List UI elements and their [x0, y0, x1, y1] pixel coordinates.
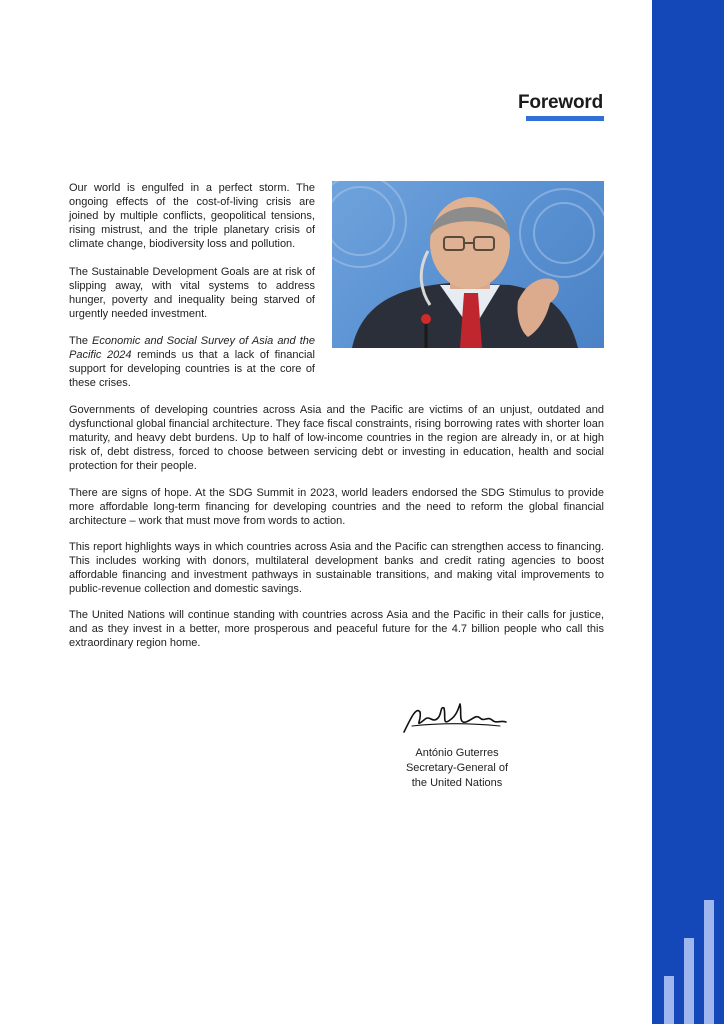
paragraph-sdg-risk: The Sustainable Development Goals are at risk of slipping away, with vital systems to address hunger, poverty and inequality being starved of urgently needed investment.: [69, 266, 315, 320]
signatory-block: [380, 746, 534, 791]
signatory-title-line1: Secretary-General of: [405, 762, 509, 774]
paragraph-report-highlights: This report highlights ways in which countries across Asia and the Pacific can strengthen access to financing. This includes working with donors, multilateral development banks and credit rating agencies to boost affordable financing and investment pathways in sustainable transitions, and making vital improvements to public-revenue collection and domestic savings.: [69, 541, 604, 595]
paragraph-intro: Our world is engulfed in a perfect storm. The ongoing effects of the cost-of-living crisis are joined by multiple conflicts, geopolitical tensions, rising mistrust, and the triple planetary crisis of climate change, biodiversity loss and pollution.: [69, 182, 315, 250]
signature: [400, 698, 510, 738]
decorative-bar-tall: [704, 900, 714, 1024]
signatory-title-line2: the United Nations: [411, 777, 503, 789]
paragraph-un-commitment: The United Nations will continue standing with countries across Asia and the Pacific in their calls for justice, and as they invest in a better, more prosperous and peaceful future for the 4.7 billion people who call this extraordinary region home.: [69, 609, 604, 649]
paragraph-hope: There are signs of hope. At the SDG Summit in 2023, world leaders endorsed the SDG Stimulus to provide more affordable long-term financing for developing countries and the need to reform the global financial architecture – work that must move from words to action.: [69, 487, 604, 527]
page-title: Foreword: [518, 92, 603, 113]
paragraph-survey: [69, 334, 315, 390]
signatory-name: António Guterres: [415, 747, 499, 759]
survey-lead-text: The: [69, 335, 93, 347]
portrait-illustration: [332, 181, 604, 348]
survey-body-text: reminds us that a lack of financial support for developing countries is at the core of these crises.: [69, 349, 315, 389]
title-underline: [526, 116, 604, 121]
survey-title: Economic and Social Survey of Asia and the Pacific 2024: [69, 335, 316, 361]
portrait-photo: [332, 181, 604, 348]
paragraph-governments: Governments of developing countries across Asia and the Pacific are victims of an unjust, outdated and dysfunctional global financial architecture. They face fiscal constraints, rising borrowing rates with shorter loan maturity, and heavy debt burdens. Up to half of low-income countries in the region are already in, or at high risk of, debt distress, forced to choose between servicing debt or investing in education, health and social protection for their people.: [69, 404, 604, 472]
decorative-bar-short: [664, 976, 674, 1024]
side-color-band: [652, 0, 724, 1024]
decorative-bar-medium: [684, 938, 694, 1024]
